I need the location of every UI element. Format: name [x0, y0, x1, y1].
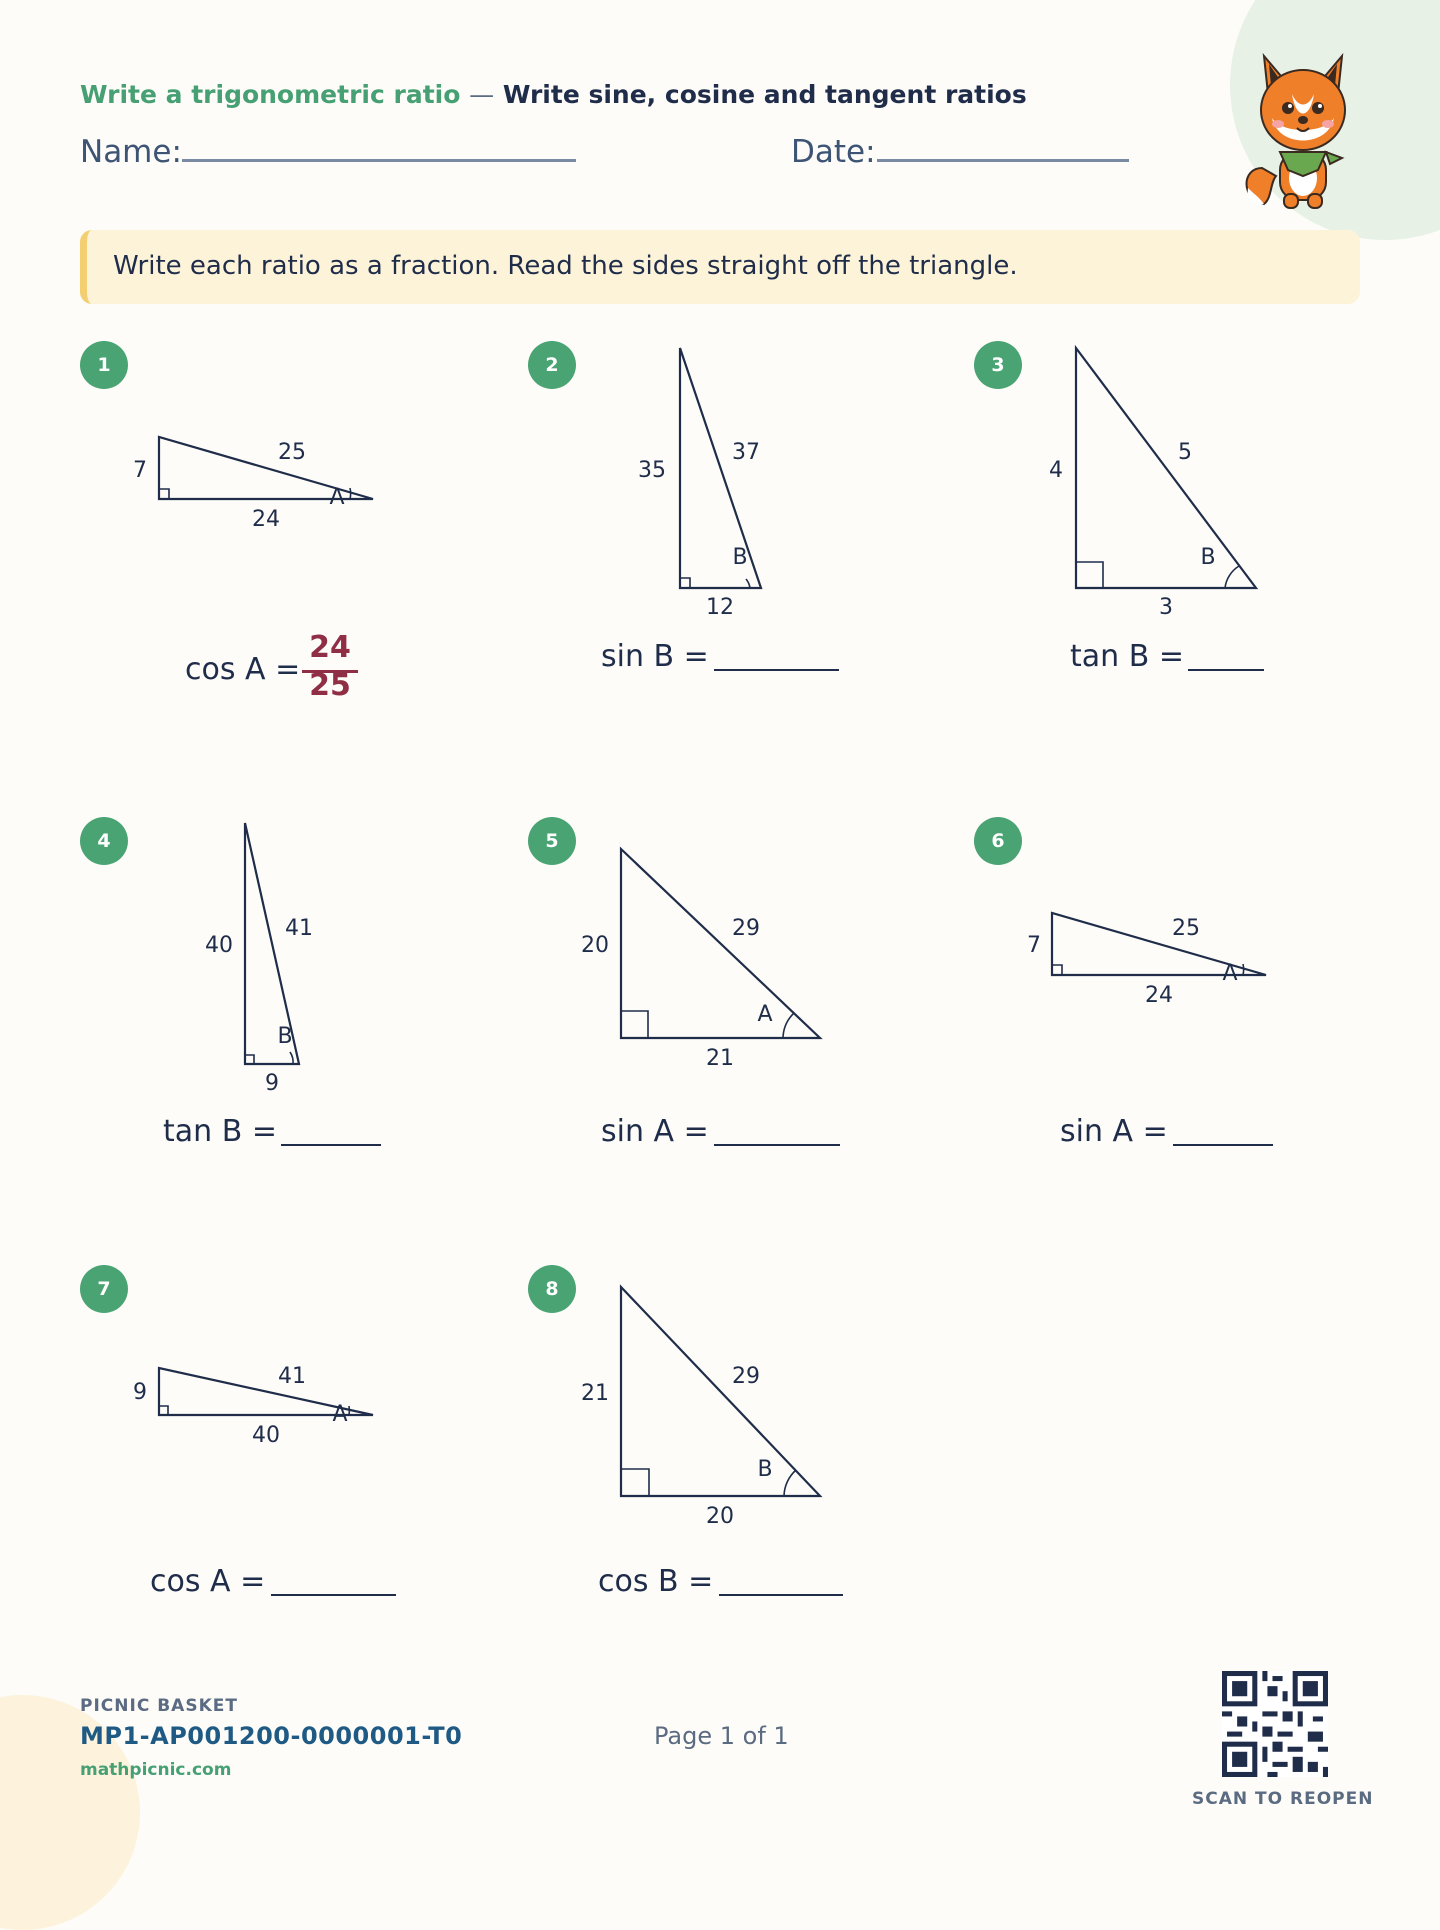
problem-number-badge: 1	[80, 341, 128, 389]
footer-brand-label: PICNIC BASKET	[80, 1696, 238, 1716]
side-label: 25	[278, 440, 306, 465]
scan-to-reopen-label: SCAN TO REOPEN	[1192, 1789, 1374, 1809]
answer-prompt: cos A =	[185, 652, 301, 687]
angle-label: B	[732, 545, 748, 570]
footer-site-link[interactable]: mathpicnic.com	[80, 1760, 232, 1780]
answer-blank[interactable]	[271, 1594, 396, 1596]
side-label: 41	[285, 916, 313, 941]
answer-blank[interactable]	[714, 1144, 840, 1146]
answer-row-4	[163, 1114, 277, 1149]
side-label: 21	[706, 1046, 734, 1071]
answer-row-3	[1070, 639, 1184, 674]
angle-label: A	[1222, 961, 1238, 986]
title-separator: —	[469, 80, 495, 109]
answer-denominator: 25	[309, 668, 351, 703]
answer-blank[interactable]	[281, 1144, 381, 1146]
answer-prompt: tan B =	[1070, 639, 1184, 674]
name-label: Name:	[80, 134, 182, 170]
side-label: 24	[1145, 983, 1173, 1008]
side-label: 29	[732, 916, 760, 941]
problem-number-badge: 6	[974, 817, 1022, 865]
angle-label: B	[1200, 545, 1216, 570]
answer-blank[interactable]	[1173, 1144, 1273, 1146]
answer-row-6	[1060, 1114, 1168, 1149]
side-label: 40	[205, 933, 233, 958]
side-label: 35	[638, 458, 666, 483]
side-label: 41	[278, 1364, 306, 1389]
side-label: 24	[252, 507, 280, 532]
answer-prompt: sin B =	[601, 639, 709, 674]
angle-label: B	[277, 1024, 293, 1049]
problem-number-badge: 8	[528, 1265, 576, 1313]
answer-prompt: sin A =	[601, 1114, 709, 1149]
qr-code-icon[interactable]	[1222, 1671, 1328, 1777]
triangle-3	[1076, 348, 1256, 588]
side-label: 5	[1178, 440, 1192, 465]
problem-number-badge: 2	[528, 341, 576, 389]
answer-prompt: cos A =	[150, 1564, 266, 1599]
problem-number-badge: 4	[80, 817, 128, 865]
side-label: 9	[133, 1380, 147, 1405]
side-label: 21	[581, 1381, 609, 1406]
answer-blank[interactable]	[719, 1594, 843, 1596]
side-label: 7	[133, 458, 147, 483]
angle-label: A	[757, 1002, 773, 1027]
answer-row-5	[601, 1114, 709, 1149]
side-label: 37	[732, 440, 760, 465]
answer-numerator: 24	[309, 630, 351, 665]
page-number: Page 1 of 1	[654, 1722, 789, 1750]
side-label: 40	[252, 1423, 280, 1448]
angle-label: A	[332, 1402, 348, 1427]
answer-row-2	[601, 639, 709, 674]
answer-blank[interactable]	[714, 669, 839, 671]
angle-label: B	[757, 1457, 773, 1482]
title-subtitle: Write sine, cosine and tangent ratios	[502, 80, 1027, 109]
answer-prompt: sin A =	[1060, 1114, 1168, 1149]
side-label: 20	[706, 1504, 734, 1529]
triangle-2	[680, 348, 761, 588]
instruction-text: Write each ratio as a fraction. Read the sides straight off the triangle.	[113, 251, 1018, 281]
side-label: 20	[581, 933, 609, 958]
answer-fraction	[302, 630, 358, 703]
side-label: 3	[1159, 595, 1173, 620]
answer-prompt: tan B =	[163, 1114, 277, 1149]
side-label: 7	[1027, 933, 1041, 958]
side-label: 25	[1172, 916, 1200, 941]
answer-row-8	[598, 1564, 713, 1599]
side-label: 29	[732, 1364, 760, 1389]
problem-number-badge: 3	[974, 341, 1022, 389]
footer-worksheet-code: MP1-AP001200-0000001-T0	[80, 1722, 463, 1750]
angle-label: A	[329, 485, 345, 510]
answer-blank[interactable]	[1188, 669, 1264, 671]
side-label: 12	[706, 595, 734, 620]
triangle-8	[621, 1287, 820, 1496]
side-label: 4	[1049, 458, 1063, 483]
title-topic: Write a trigonometric ratio	[80, 80, 461, 109]
triangle-5	[621, 849, 820, 1038]
answer-prompt: cos B =	[598, 1564, 714, 1599]
problem-number-badge: 7	[80, 1265, 128, 1313]
answer-row-7	[150, 1564, 265, 1599]
problem-number-badge: 5	[528, 817, 576, 865]
side-label: 9	[265, 1071, 279, 1096]
date-label: Date:	[791, 134, 876, 170]
